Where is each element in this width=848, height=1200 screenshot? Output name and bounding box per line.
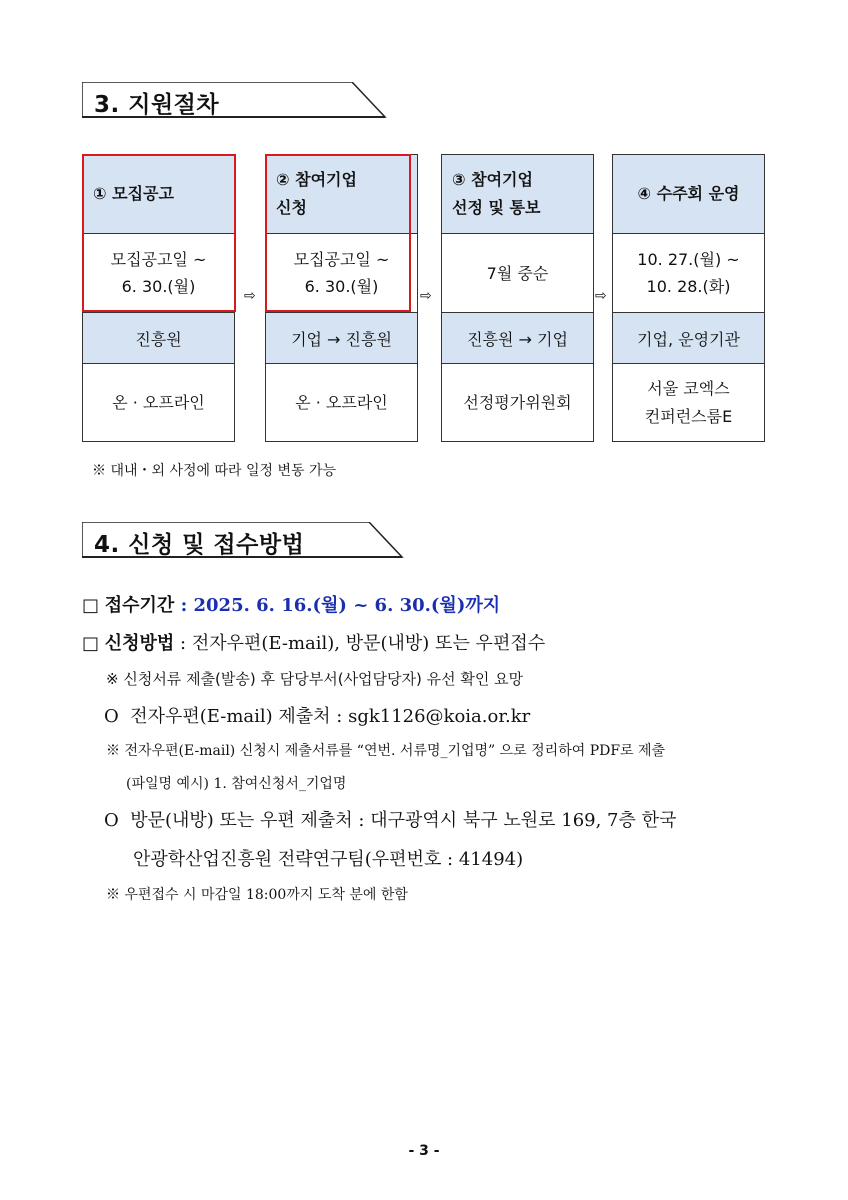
- step-date: 10. 27.(월) ~ 10. 28.(화): [612, 233, 765, 313]
- step-where: 선정평가위원회: [441, 363, 594, 442]
- arrow-right-icon: ⇨: [420, 288, 432, 304]
- step-who: 기업, 운영기관: [612, 312, 765, 364]
- email-item: [104, 702, 530, 728]
- mail-note: ※ 우편접수 시 마감일 18:00까지 도착 분에 한함: [106, 887, 408, 903]
- period-sep: :: [174, 595, 194, 616]
- step-date: 7월 중순: [441, 233, 594, 313]
- period-value: 2025. 6. 16.(월) ~ 6. 30.(월)까지: [193, 595, 501, 616]
- section-3-title: 3. 지원절차: [94, 92, 220, 118]
- method-line: [82, 629, 545, 655]
- arrow-right-icon: ⇨: [595, 288, 607, 304]
- schedule-note: ※ 대내・외 사정에 따라 일정 변동 가능: [92, 463, 337, 479]
- step-title: ① 모집공고: [93, 184, 174, 203]
- email-text: 전자우편(E-mail) 제출처 : sgk1126@koia.or.kr: [130, 706, 531, 727]
- step-who: 기업 → 진흥원: [265, 312, 418, 364]
- step-where: 온 · 오프라인: [265, 363, 418, 442]
- email-note-line1: ※ 전자우편(E-mail) 신청시 제출서류를 “연번. 서류명_기업명” 으로 정리하여 PDF로 제출: [106, 743, 666, 759]
- step-who: 진흥원: [82, 312, 235, 364]
- visit-text-line1: 방문(내방) 또는 우편 제출처 : 대구광역시 북구 노원로 169, 7층 한국: [130, 810, 677, 831]
- section-4-heading: [82, 522, 404, 558]
- step-2: [265, 154, 418, 441]
- step-where: 온 · 오프라인: [82, 363, 235, 442]
- visit-text-line2: 안광학산업진흥원 전략연구팀(우편번호 : 41494): [133, 849, 524, 870]
- period-label: 접수기간: [104, 595, 175, 616]
- method-value: 전자우편(E-mail), 방문(내방) 또는 우편접수: [191, 633, 546, 654]
- step-title: ④ 수주회 운영: [637, 184, 740, 203]
- step-title: ② 참여기업 신청: [276, 170, 357, 217]
- period-line: [82, 591, 500, 617]
- method-note: ※ 신청서류 제출(발송) 후 담당부서(사업담당자) 유선 확인 요망: [106, 670, 524, 688]
- checkbox-bullet: □: [82, 633, 100, 654]
- circle-bullet: O: [104, 810, 119, 831]
- arrow-right-icon: ⇨: [244, 288, 256, 304]
- section-4-title: 4. 신청 및 접수방법: [94, 532, 305, 558]
- step-4: [612, 154, 765, 441]
- email-note-line2: (파일명 예시) 1. 참여신청서_기업명: [126, 776, 347, 792]
- step-where: 서울 코엑스 컨퍼런스룸E: [612, 363, 765, 442]
- checkbox-bullet: □: [82, 595, 100, 616]
- step-1: [82, 154, 235, 441]
- method-sep: :: [174, 633, 192, 654]
- step-date: 모집공고일 ~ 6. 30.(월): [82, 233, 235, 313]
- step-title: ③ 참여기업 선정 및 통보: [452, 170, 541, 217]
- step-date: 모집공고일 ~ 6. 30.(월): [265, 233, 418, 313]
- page-number: - 3 -: [408, 1143, 440, 1159]
- step-3: [441, 154, 594, 441]
- method-label: 신청방법: [104, 633, 175, 654]
- visit-item: [104, 806, 676, 832]
- step-who: 진흥원 → 기업: [441, 312, 594, 364]
- circle-bullet: O: [104, 706, 119, 727]
- section-3-heading: [82, 82, 387, 118]
